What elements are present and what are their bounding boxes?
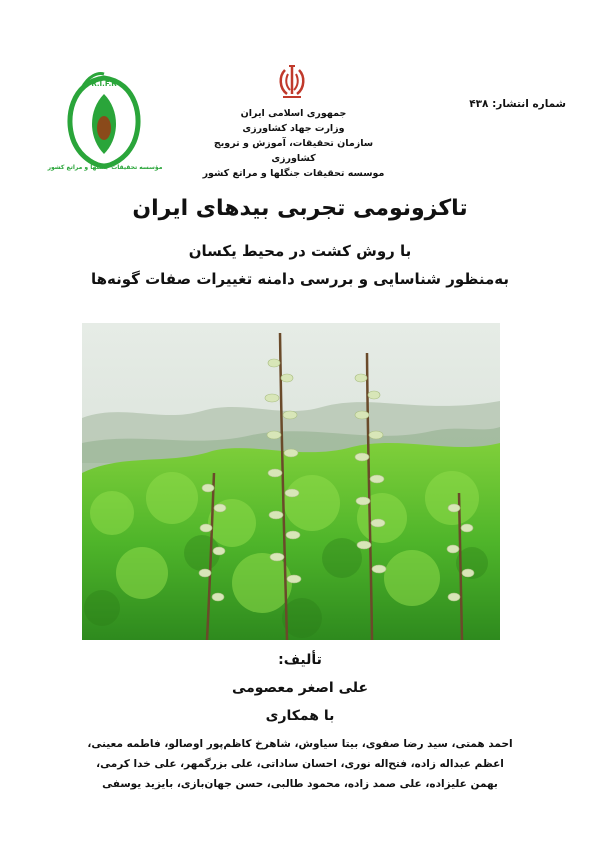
- collaborators-line-3: بهمن علیزاده، علی صمد زاده، محمود طالبی، حسن جهان‌بازی، بایزید یوسفی: [102, 778, 498, 790]
- book-subtitle-2: به‌منظور شناسایی و بررسی دامنه تغییرات صفات گونه‌ها: [90, 270, 509, 288]
- author-label: تألیف:: [278, 652, 322, 668]
- book-subtitle-1: با روش کشت در محیط یکسان: [188, 242, 412, 260]
- ministry-line-1: جمهوری اسلامی ایران: [240, 108, 347, 119]
- ministry-line-2: وزارت جهاد کشاورزی: [242, 123, 345, 134]
- ministry-block: [196, 106, 391, 181]
- collaborators-label: با همکاری: [265, 708, 335, 724]
- ministry-line-4: موسسه تحقیقات جنگلها و مراتع کشور: [202, 168, 385, 179]
- collaborators-line-2: اعظم عبداله زاده، فتح‌اله نوری، احسان ساداتی، علی بزرگمهر، علی خدا کرمی،: [96, 758, 504, 770]
- collaborators-line-1: احمد همتی، سید رضا صفوی، بیتا سیاوش، شاهرخ کاظم‌پور اوصالو، فاطمه معینی،: [87, 738, 513, 750]
- institute-logo: [58, 68, 150, 172]
- publication-number: شماره انتشار: ۴۳۸: [469, 98, 566, 110]
- willow-catkins-field-photo: [82, 323, 500, 640]
- logo-text: R.I.F.R: [91, 80, 117, 88]
- cover-photo: [82, 323, 500, 640]
- author-name: علی اصغر معصومی: [231, 680, 369, 696]
- logo-caption: مؤسسه تحقیقات جنگلها و مراتع کشور: [47, 164, 163, 171]
- book-title: تاکزونومی تجربی بیدهای ایران: [132, 196, 468, 221]
- iran-emblem-icon: [275, 64, 309, 102]
- emblem: [275, 64, 309, 102]
- rifr-leaf-logo-icon: [58, 68, 150, 172]
- ministry-line-3: سازمان تحقیقات، آموزش و ترویج کشاورزی: [213, 138, 374, 164]
